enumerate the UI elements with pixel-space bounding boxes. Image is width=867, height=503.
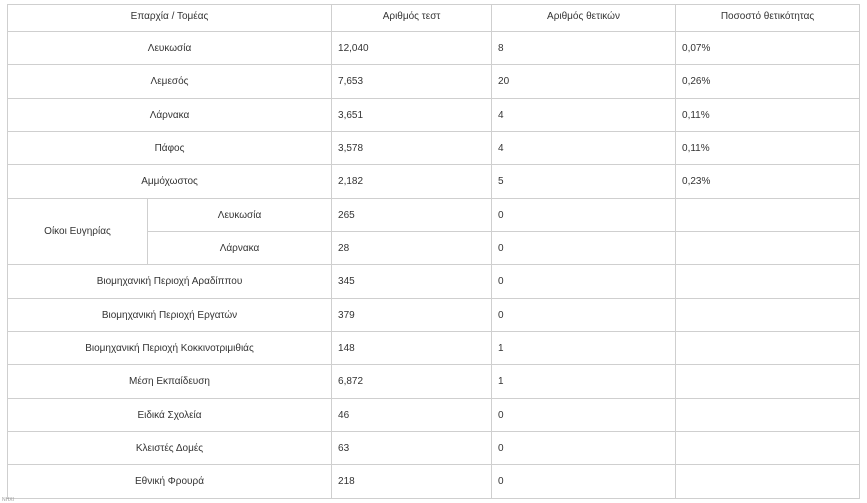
sector-cell: Βιομηχανική Περιοχή Εργατών [8,298,332,331]
rate-cell [676,365,860,398]
positives-cell: 8 [492,32,676,65]
positives-cell: 1 [492,365,676,398]
rate-cell [676,265,860,298]
tests-cell: 46 [332,398,492,431]
positives-cell: 0 [492,398,676,431]
positives-cell: 5 [492,165,676,198]
tests-cell: 3,578 [332,132,492,165]
header-tests: Αριθμός τεστ [332,5,492,32]
rate-cell [676,398,860,431]
care-homes-subdistrict-cell: Λευκωσία [148,198,332,231]
header-positivity-rate: Ποσοστό θετικότητας [676,5,860,32]
table-row [8,32,860,65]
tests-cell: 6,872 [332,365,492,398]
table-row [8,132,860,165]
positives-cell: 0 [492,198,676,231]
rate-cell [676,432,860,465]
table-row [8,298,860,331]
header-positives: Αριθμός θετικών [492,5,676,32]
district-cell: Λεμεσός [8,65,332,98]
tests-cell: 345 [332,265,492,298]
positives-cell: 1 [492,332,676,365]
table-row [8,332,860,365]
tests-cell: 3,651 [332,98,492,131]
rate-cell: 0,11% [676,132,860,165]
positives-cell: 0 [492,298,676,331]
rate-cell: 0,26% [676,65,860,98]
sector-cell: Βιομηχανική Περιοχή Αραδίππου [8,265,332,298]
tests-cell: 7,653 [332,65,492,98]
table-row [8,98,860,131]
sector-cell: Μέση Εκπαίδευση [8,365,332,398]
tests-cell: 379 [332,298,492,331]
tests-cell: 148 [332,332,492,365]
positives-cell: 4 [492,132,676,165]
district-cell: Αμμόχωστος [8,165,332,198]
rate-cell [676,198,860,231]
table-row [8,432,860,465]
footer-note: ΝΗΧΙ [2,497,14,503]
sector-cell: Ειδικά Σχολεία [8,398,332,431]
tests-cell: 63 [332,432,492,465]
tests-cell: 12,040 [332,32,492,65]
positives-cell: 0 [492,265,676,298]
care-homes-group-cell: Οίκοι Ευγηρίας [8,198,148,265]
table-row [8,398,860,431]
test-results-table [7,4,860,499]
table-row [8,198,860,231]
tests-cell: 218 [332,465,492,499]
table-row [8,65,860,98]
tests-cell: 28 [332,232,492,265]
care-homes-subdistrict-cell: Λάρνακα [148,232,332,265]
rate-cell [676,465,860,499]
positives-cell: 20 [492,65,676,98]
sector-cell: Κλειστές Δομές [8,432,332,465]
tests-cell: 2,182 [332,165,492,198]
rate-cell: 0,23% [676,165,860,198]
table-row [8,265,860,298]
table-header-row [8,5,860,32]
rate-cell: 0,11% [676,98,860,131]
positives-cell: 0 [492,432,676,465]
header-district: Επαρχία / Τομέας [8,5,332,32]
table-row [8,465,860,499]
rate-cell [676,232,860,265]
sector-cell: Βιομηχανική Περιοχή Κοκκινοτριμιθιάς [8,332,332,365]
rate-cell: 0,07% [676,32,860,65]
table-row [8,365,860,398]
rate-cell [676,332,860,365]
positives-cell: 0 [492,465,676,499]
rate-cell [676,298,860,331]
district-cell: Λευκωσία [8,32,332,65]
positives-cell: 4 [492,98,676,131]
tests-cell: 265 [332,198,492,231]
district-cell: Λάρνακα [8,98,332,131]
district-cell: Πάφος [8,132,332,165]
sector-cell: Εθνική Φρουρά [8,465,332,499]
positives-cell: 0 [492,232,676,265]
table-row [8,165,860,198]
